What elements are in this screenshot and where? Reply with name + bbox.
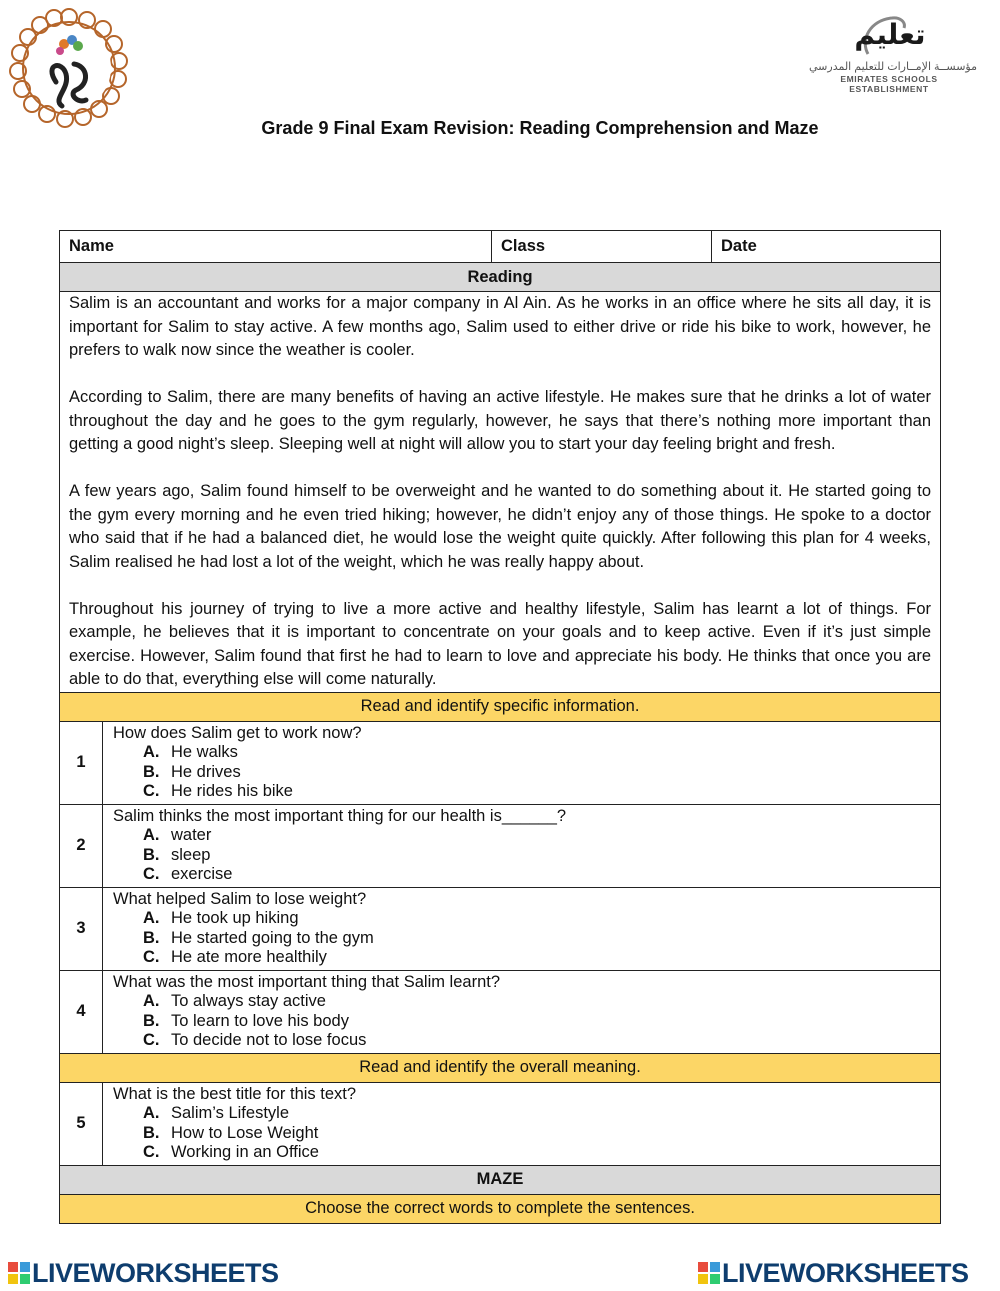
question-row [60, 804, 941, 887]
org-english-name: EMIRATES SCHOOLS ESTABLISHMENT [840, 74, 938, 94]
question-text: Salim thinks the most important thing for our health is______? [113, 806, 567, 825]
passage-paragraph: Throughout his journey of trying to live a more active and healthy lifestyle, Salim has learnt a lot of things. For example, he believes that it is important to concentrate on your goals and to keep active. Even if it’s just simple exercise. However, Salim found that first he had to learn to love and appreciate his body. He thinks that once you are able to do that, everything else will come naturally. [69, 599, 932, 688]
class-label: Class [501, 237, 546, 255]
answer-option-c[interactable]: C. exercise [143, 865, 233, 883]
overall-meaning-instruction: Read and identify the overall meaning. [60, 1053, 941, 1082]
answer-option-a[interactable]: A. To always stay active [143, 992, 326, 1010]
answer-option-b[interactable]: B. sleep [143, 845, 211, 864]
worksheet-table [59, 230, 941, 1224]
question-text: What helped Salim to lose weight? [113, 889, 367, 908]
taleem-logo [800, 10, 978, 94]
school-emblem-logo [4, 4, 134, 132]
passage-paragraph: Salim is an accountant and works for a major company in Al Ain. As he works in an office where he sits all day, it is important for Salim to stay active. A few months ago, Salim used to either drive or ride his bike to work, however, he prefers to walk now since the weather is cooler. [69, 294, 932, 359]
name-label: Name [69, 237, 114, 255]
question-number: 2 [60, 804, 103, 887]
liveworksheets-brand: LIVEWORKSHEETS [722, 1258, 969, 1288]
question-text: What was the most important thing that Salim learnt? [113, 972, 501, 991]
question-row [60, 970, 941, 1053]
question-number: 4 [60, 970, 103, 1053]
answer-option-b[interactable]: B. To learn to love his body [143, 1011, 349, 1030]
answer-option-c[interactable]: C. To decide not to lose focus [143, 1031, 367, 1049]
answer-option-a[interactable]: A. Salim’s Lifestyle [143, 1104, 289, 1122]
answer-option-c[interactable]: C. Working in an Office [143, 1143, 319, 1161]
reading-passage [60, 292, 941, 693]
question-number: 5 [60, 1082, 103, 1165]
class-field[interactable] [492, 231, 712, 263]
answer-option-a[interactable]: A. He walks [143, 743, 238, 761]
answer-option-b[interactable]: B. He started going to the gym [143, 928, 374, 947]
answer-option-b[interactable]: B. He drives [143, 762, 241, 781]
question-number: 1 [60, 721, 103, 804]
name-field[interactable] [60, 231, 492, 263]
org-arabic-name: مؤسســة الإمــارات للتعليم المدرسي [809, 61, 977, 73]
answer-option-c[interactable]: C. He rides his bike [143, 782, 293, 800]
date-label: Date [721, 237, 757, 255]
answer-option-b[interactable]: B. How to Lose Weight [143, 1123, 319, 1142]
maze-instruction: Choose the correct words to complete the sentences. [60, 1194, 941, 1223]
answer-option-a[interactable]: A. water [143, 826, 212, 844]
liveworksheets-icon [698, 1262, 720, 1284]
liveworksheets-brand: LIVEWORKSHEETS [32, 1258, 279, 1288]
passage-paragraph: A few years ago, Salim found himself to be overweight and he wanted to do something about it. He started going to the gym every morning and he even tried hiking; however, he didn’t enjoy any of those things. He spoke to a doctor who said that if he had a balanced diet, he would lose the weight quite quickly. After following this plan for 4 weeks, Salim realised he had lost a lot of the weight, which he was really happy about. [69, 482, 932, 571]
question-row [60, 721, 941, 804]
question-row [60, 887, 941, 970]
question-number: 3 [60, 887, 103, 970]
answer-option-a[interactable]: A. He took up hiking [143, 909, 299, 927]
date-field[interactable] [712, 231, 941, 263]
specific-info-instruction: Read and identify specific information. [60, 692, 941, 721]
liveworksheets-icon [8, 1262, 30, 1284]
question-text: How does Salim get to work now? [113, 723, 362, 742]
question-text: What is the best title for this text? [113, 1084, 357, 1103]
passage-paragraph: According to Salim, there are many benefits of having an active lifestyle. He makes sure that he drinks a lot of water throughout the day and he goes to the gym regularly, however, he says that there’s nothing more important than getting a good night’s sleep. Sleeping well at night will allow you to start your day feeling bright and fresh. [69, 388, 932, 453]
page-title: Grade 9 Final Exam Revision: Reading Comprehension and Maze [261, 118, 819, 138]
answer-option-c[interactable]: C. He ate more healthily [143, 948, 327, 966]
question-row [60, 1082, 941, 1165]
reading-heading: Reading [60, 263, 941, 292]
taleem-arabic-mark: تعليم [854, 18, 926, 51]
maze-heading: MAZE [60, 1165, 941, 1194]
